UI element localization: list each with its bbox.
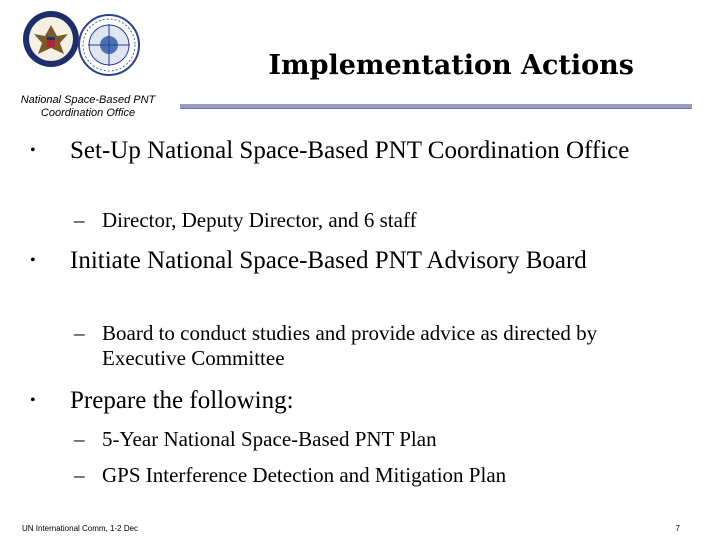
page-number: 7 [675,524,680,533]
bullet-icon: • [30,392,36,409]
bullet-text: Initiate National Space-Based PNT Advisory Board [70,247,587,274]
bullet-item [30,245,680,276]
sub-bullet-text: GPS Interference Detection and Mitigation Plan [102,463,507,487]
pnt-executive-committee-logo-icon [78,14,140,76]
slide-title: Implementation Actions [268,50,634,81]
bullet-text: Prepare the following: [70,387,294,414]
department-seal-icon [22,10,80,68]
footer-text: UN International Comm, 1-2 Dec [22,524,139,533]
sub-bullet-item [74,427,664,452]
bullet-icon: • [30,252,36,269]
dash-icon: – [74,321,85,345]
sub-bullet-item [74,321,664,371]
sub-bullet-text: Director, Deputy Director, and 6 staff [102,208,417,232]
bullet-icon: • [30,142,36,159]
dash-icon: – [74,208,85,232]
bullet-item [30,385,680,416]
bullet-item [30,135,680,166]
office-name: National Space-Based PNT Coordination Office [20,94,156,119]
bullet-text: Set-Up National Space-Based PNT Coordination Office [70,137,630,164]
sub-bullet-item [74,463,664,488]
title-divider [180,104,692,109]
dash-icon: – [74,427,85,451]
sub-bullet-text: Board to conduct studies and provide advice as directed by Executive Committee [102,321,598,370]
sub-bullet-item [74,208,664,233]
dash-icon: – [74,463,85,487]
sub-bullet-text: 5-Year National Space-Based PNT Plan [102,427,437,451]
